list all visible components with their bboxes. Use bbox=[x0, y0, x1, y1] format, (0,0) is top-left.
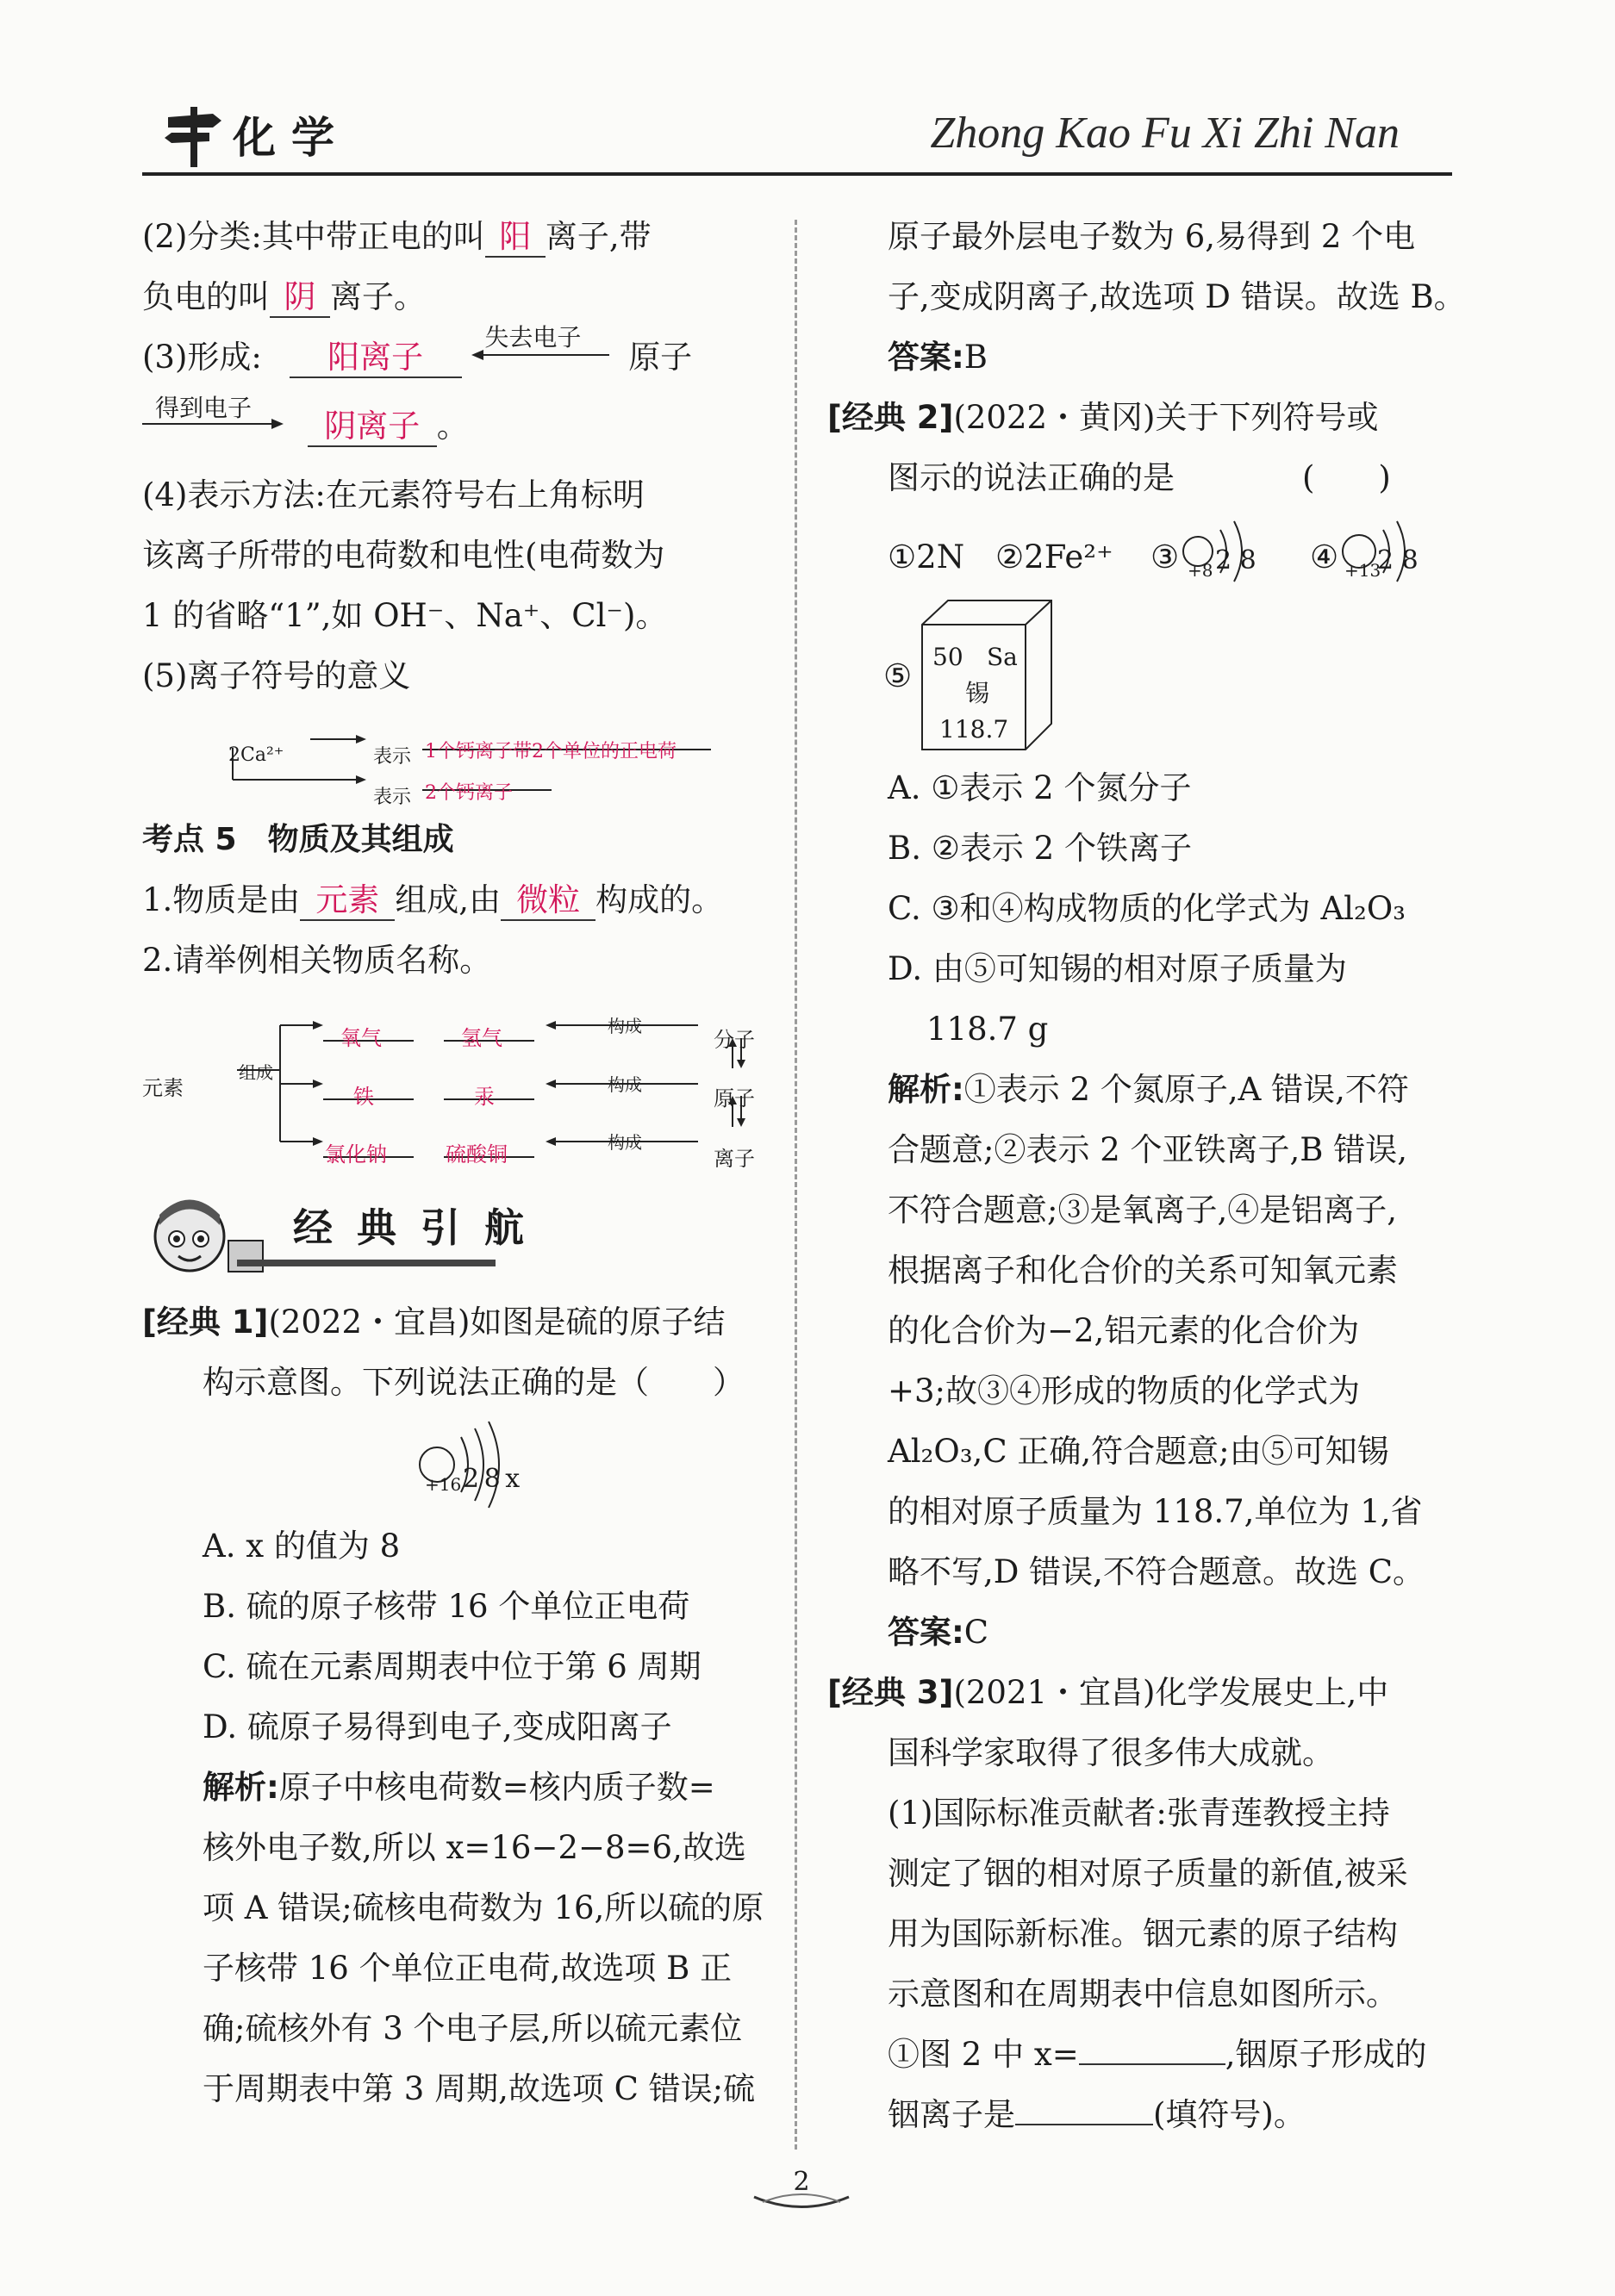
option-d: D. 硫原子易得到电子,变成阳离子 bbox=[203, 1708, 672, 1745]
text-line: 图示的说法正确的是 ( ) bbox=[888, 459, 1391, 496]
text-line: 测定了铟的相对原子质量的新值,被采 bbox=[888, 1855, 1408, 1892]
text-line: (5)离子符号的意义 bbox=[142, 657, 411, 694]
analysis-line: 确;硫核外有 3 个电子层,所以硫元素位 bbox=[203, 2010, 743, 2047]
answer-fill: 铁 bbox=[353, 1085, 374, 1109]
text-line: [经典 2](2022・黄冈)关于下列符号或 bbox=[827, 399, 1379, 436]
text-line: 子,变成阴离子,故选项 D 错误。故选 B。 bbox=[888, 278, 1466, 315]
text-line: 1.物质是由 元素 组成,由 微粒 构成的。 bbox=[142, 870, 771, 930]
answer-fill: 1个钙离子带2个单位的正电荷 bbox=[425, 741, 677, 762]
analysis-line: 项 A 错误;硫核电荷数为 16,所以硫的原 bbox=[203, 1889, 764, 1926]
answer-fill: 氯化钠 bbox=[325, 1142, 387, 1167]
analysis-line: 于周期表中第 3 周期,故选项 C 错误;硫 bbox=[203, 2070, 756, 2107]
text-line: 2.请举例相关物质名称。 bbox=[142, 942, 492, 979]
answer-fill: 微粒 bbox=[501, 881, 595, 921]
text-line: 1 的省略“1”,如 OH⁻、Na⁺、Cl⁻)。 bbox=[142, 597, 668, 634]
arrow-lose-electrons: 失去电子 bbox=[471, 333, 618, 368]
analysis-line: 解析:原子中核电荷数=核内质子数= bbox=[203, 1769, 715, 1806]
classic-banner bbox=[142, 1180, 771, 1292]
composition-diagram: 元素 组成 氧气 氢气 铁 汞 氯化钠 硫酸铜 构成 构成 构成 分子 原子 离子 bbox=[142, 991, 771, 1189]
answer-fill: 阴 bbox=[270, 278, 330, 318]
text-line: 原子最外层电子数为 6,易得到 2 个电 bbox=[888, 218, 1416, 255]
text-line: 该离子所带的电荷数和电性(电荷数为 bbox=[142, 537, 665, 574]
analysis-line: 核外电子数,所以 x=16−2−8=6,故选 bbox=[203, 1829, 746, 1866]
page-number: 2 bbox=[793, 2167, 810, 2197]
text-line: 示意图和在周期表中信息如图所示。 bbox=[888, 1976, 1398, 2013]
option-c: C. 硫在元素周期表中位于第 6 周期 bbox=[203, 1648, 701, 1685]
answer-fill: 阳 bbox=[485, 218, 546, 258]
text-line: 国科学家取得了很多伟大成就。 bbox=[888, 1734, 1334, 1771]
symbols-row: ①2N ②2Fe²⁺ ③ +8 2 8 ④ +13 2 8 bbox=[827, 508, 1461, 594]
text-line: [经典 1](2022・宜昌)如图是硫的原子结 bbox=[142, 1304, 726, 1341]
column-divider bbox=[795, 220, 797, 2150]
fill-blank[interactable] bbox=[1015, 2089, 1153, 2125]
answer-fill: 氢气 bbox=[461, 1026, 502, 1050]
option-b: B. 硫的原子核带 16 个单位正电荷 bbox=[203, 1588, 690, 1625]
analysis-line: 的化合价为−2,铝元素的化合价为 bbox=[888, 1312, 1360, 1349]
sulfur-atom-diagram: +16 2 8 x bbox=[142, 1413, 771, 1516]
answer-fill: 汞 bbox=[474, 1085, 495, 1109]
text-line: 用为国际新标准。铟元素的原子结构 bbox=[888, 1915, 1398, 1952]
answer-fill: 氧气 bbox=[340, 1026, 382, 1050]
analysis-line: 的相对原子质量为 118.7,单位为 1,省 bbox=[888, 1493, 1423, 1530]
subject-title: 化学 bbox=[233, 112, 350, 163]
answer-fill: 元素 bbox=[300, 881, 395, 921]
formation-line-2: 得到电子 阴离子 。 bbox=[142, 396, 771, 465]
analysis-line: Al₂O₃,C 正确,符合题意;由⑤可知锡 bbox=[888, 1433, 1389, 1470]
text-line: 铟离子是 (填符号)。 bbox=[827, 2085, 1461, 2145]
text-line: ①图 2 中 x= ,铟原子形成的 bbox=[827, 2025, 1461, 2085]
text-line: 负电的叫 阴 离子。 bbox=[142, 267, 771, 327]
answer-fill: 阴离子 bbox=[308, 408, 437, 447]
text-line: (1)国际标准贡献者:张青莲教授主持 bbox=[888, 1795, 1390, 1832]
text-line: 构示意图。下列说法正确的是（ ） bbox=[203, 1364, 745, 1401]
answer-fill: 阳离子 bbox=[290, 339, 462, 378]
ion-meaning-diagram: 2Ca²⁺ 表示 1个钙离子带2个单位的正电荷 表示 2个钙离子 bbox=[142, 706, 771, 801]
periodic-cell-row: ⑤ 50 Sa 锡 118.7 bbox=[827, 594, 1461, 758]
formation-line: (3)形成: 阳离子 失去电子 原子 bbox=[142, 327, 771, 396]
header-rule bbox=[142, 172, 1452, 176]
option-b: B. ②表示 2 个铁离子 bbox=[888, 830, 1192, 867]
analysis-line: 合题意;②表示 2 个亚铁离子,B 错误, bbox=[888, 1131, 1408, 1168]
analysis-line: 根据离子和化合价的关系可知氧元素 bbox=[888, 1252, 1398, 1289]
answer-line: 答案:B bbox=[888, 339, 988, 376]
answer-fill: 硫酸铜 bbox=[446, 1142, 508, 1167]
series-title: Zhong Kao Fu Xi Zhi Nan bbox=[930, 109, 1400, 158]
fill-blank[interactable] bbox=[1079, 2029, 1225, 2065]
arrow-gain-electrons: 得到电子 bbox=[142, 402, 289, 437]
answer-fill: 2个钙离子 bbox=[425, 782, 513, 804]
signpost-icon bbox=[159, 102, 228, 171]
right-column bbox=[827, 207, 1466, 2145]
option-a: A. x 的值为 8 bbox=[203, 1528, 401, 1565]
section-heading: 考点 5 物质及其组成 bbox=[142, 822, 454, 857]
analysis-line: 子核带 16 个单位正电荷,故选项 B 正 bbox=[203, 1950, 733, 1987]
analysis-line: 解析:①表示 2 个氮原子,A 错误,不符 bbox=[888, 1071, 1409, 1108]
analysis-line: 略不写,D 错误,不符合题意。故选 C。 bbox=[888, 1553, 1425, 1590]
analysis-line: 不符合题意;③是氧离子,④是铝离子, bbox=[888, 1192, 1397, 1229]
text-line: [经典 3](2021・宜昌)化学发展史上,中 bbox=[827, 1674, 1389, 1711]
option-c: C. ③和④构成物质的化学式为 Al₂O₃ bbox=[888, 890, 1406, 927]
left-column bbox=[142, 207, 771, 2119]
text-line: (2)分类:其中带正电的叫 阳 离子,带 bbox=[142, 207, 771, 267]
analysis-line: +3;故③④形成的物质的化学式为 bbox=[888, 1372, 1361, 1409]
option-d-cont: 118.7 g bbox=[926, 1011, 1049, 1048]
text-line: (4)表示方法:在元素符号右上角标明 bbox=[142, 476, 645, 513]
answer-line: 答案:C bbox=[888, 1614, 989, 1651]
banner-title: 经 典 引 航 bbox=[293, 1204, 530, 1251]
option-d: D. 由⑤可知锡的相对原子质量为 bbox=[888, 950, 1347, 987]
option-a: A. ①表示 2 个氮分子 bbox=[888, 769, 1192, 806]
